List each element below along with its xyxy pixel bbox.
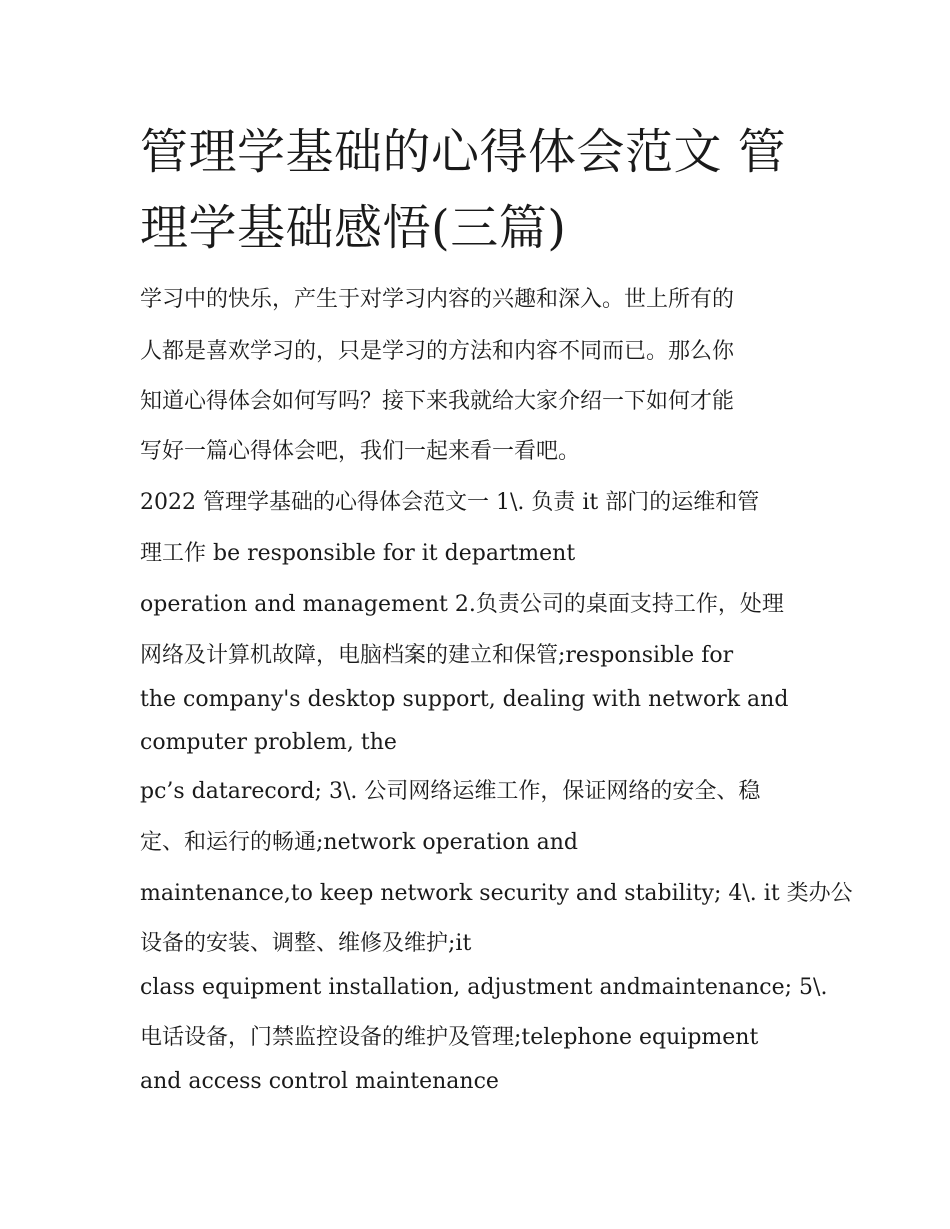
title-line: 理学基础感悟(三篇) bbox=[140, 200, 567, 256]
body-line: and access control maintenance bbox=[140, 1069, 499, 1094]
body-line: 定、和运行的畅通;network operation and bbox=[140, 830, 578, 855]
body-line: operation and management 2.负责公司的桌面支持工作，处理 bbox=[140, 592, 784, 617]
body-line: 学习中的快乐，产生于对学习内容的兴趣和深入。世上所有的 bbox=[140, 287, 735, 312]
body-line: 2022 管理学基础的心得体会范文一 1\. 负责 it 部门的运维和管 bbox=[140, 490, 760, 515]
body-line: pc’s datarecord; 3\. 公司网络运维工作，保证网络的安全、稳 bbox=[140, 779, 761, 804]
body-line: 网络及计算机故障，电脑档案的建立和保管;responsible for bbox=[140, 643, 734, 668]
body-line: maintenance,to keep network security and stability; 4\. it 类办公 bbox=[140, 881, 853, 906]
body-line: 电话设备，门禁监控设备的维护及管理;telephone equipment bbox=[140, 1025, 759, 1050]
document-title bbox=[140, 114, 820, 266]
body-line: 理工作 be responsible for it department bbox=[140, 541, 576, 566]
body-line: 知道心得体会如何写吗？接下来我就给大家介绍一下如何才能 bbox=[140, 389, 735, 414]
body-line: computer problem, the bbox=[140, 730, 397, 755]
body-line: 设备的安装、调整、维修及维护;it bbox=[140, 931, 472, 956]
title-line: 管理学基础的心得体会范文 管 bbox=[140, 124, 787, 180]
body-line: class equipment installation, adjustment andmaintenance; 5\. bbox=[140, 975, 828, 1000]
body-line: the company's desktop support, dealing with network and bbox=[140, 687, 789, 712]
body-line: 写好一篇心得体会吧，我们一起来看一看吧。 bbox=[140, 439, 581, 464]
body-line: 人都是喜欢学习的，只是学习的方法和内容不同而已。那么你 bbox=[140, 339, 735, 364]
